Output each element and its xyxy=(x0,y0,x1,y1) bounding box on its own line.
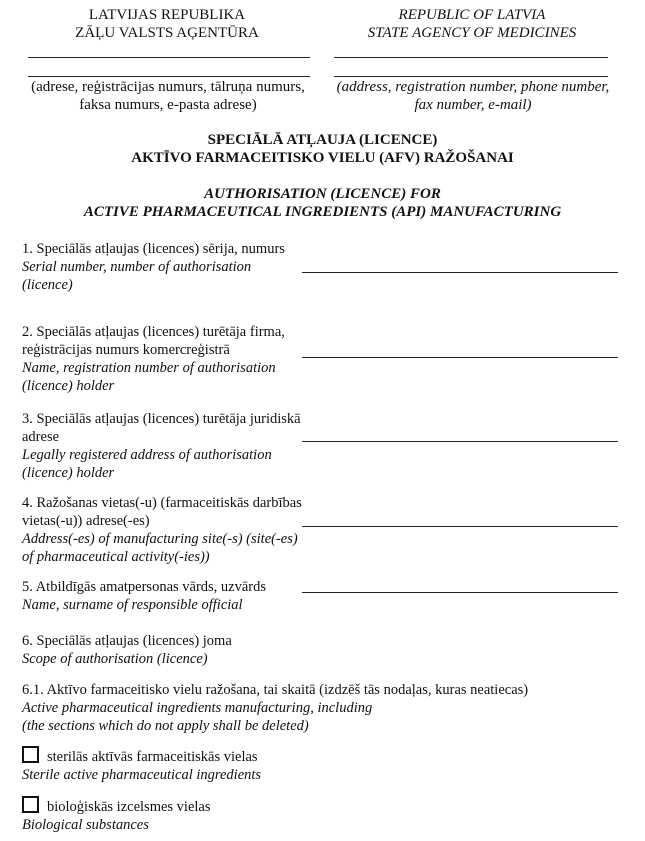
field-responsible-official xyxy=(22,578,304,614)
option-label-en: Sterile active pharmaceutical ingredients xyxy=(22,767,262,783)
field-label-en: Name, registration number of authorisation (licence) holder xyxy=(22,360,276,394)
title-lv-line2: AKTĪVO FARMACEITISKO VIELU (AFV) RAŽOŠANAI xyxy=(131,150,514,166)
option-sterile-api xyxy=(22,746,522,784)
header-right-line1: REPUBLIC OF LATVIA xyxy=(398,7,546,23)
field-label-en: Name, surname of responsible official xyxy=(22,597,243,613)
address-line-right-1 xyxy=(334,57,608,58)
field-responsible-official-input[interactable] xyxy=(302,592,618,593)
title-en-line2: ACTIVE PHARMACEUTICAL INGREDIENTS (API) MANUFACTURING xyxy=(83,204,562,220)
field-manufacturing-site xyxy=(22,494,304,566)
field-label-lv: 5. Atbildīgās amatpersonas vārds, uzvārds xyxy=(22,579,267,595)
field-legal-address xyxy=(22,410,304,482)
header-left-line1: LATVIJAS REPUBLIKA xyxy=(88,7,246,23)
field-serial-number-input[interactable] xyxy=(302,272,618,273)
address-caption-lv: (adrese, reģistrācijas numurs, tālruņa numurs, faksa numurs, e-pasta adrese) xyxy=(31,79,305,113)
issuer-header-lv xyxy=(22,6,312,42)
scope-section xyxy=(22,632,622,668)
field-label-en: Legally registered address of authorisation (licence) holder xyxy=(22,447,272,481)
field-label-lv: 4. Ražošanas vietas(-u) (farmaceitiskās darbības vietas(-u)) adrese(-es) xyxy=(22,495,302,529)
option-label-lv: bioloģiskās izcelsmes vielas xyxy=(47,799,211,815)
title-en-line1: AUTHORISATION (LICENCE) FOR xyxy=(204,186,441,202)
field-label-lv: 1. Speciālās atļaujas (licences) sērija, numurs xyxy=(22,241,285,257)
address-line-left-1 xyxy=(28,57,310,58)
title-lv xyxy=(0,131,645,167)
field-serial-number xyxy=(22,240,304,294)
field-holder-name xyxy=(22,323,304,395)
option-label-en: Biological substances xyxy=(22,817,149,833)
field-holder-name-input[interactable] xyxy=(302,357,618,358)
field-legal-address-input[interactable] xyxy=(302,441,618,442)
biological-substances-checkbox[interactable] xyxy=(22,796,39,813)
scope-label-en: Scope of authorisation (licence) xyxy=(22,651,208,667)
header-right-line2: STATE AGENCY OF MEDICINES xyxy=(367,25,577,41)
field-label-lv: 3. Speciālās atļaujas (licences) turētāja juridiskā adrese xyxy=(22,411,301,445)
section-6-1-en-line2: (the sections which do not apply shall be deleted) xyxy=(22,718,309,734)
title-en xyxy=(0,185,645,221)
section-6-1 xyxy=(22,681,632,735)
address-line-right-2 xyxy=(334,76,608,77)
address-caption-en: (address, registration number, phone number, fax number, e-mail) xyxy=(336,79,610,113)
field-manufacturing-site-input[interactable] xyxy=(302,526,618,527)
field-label-en: Serial number, number of authorisation (licence) xyxy=(22,259,252,293)
option-biological-substances xyxy=(22,796,522,834)
field-label-en: Address(-es) of manufacturing site(-s) (site(-es) of pharmaceutical activity(-ies)) xyxy=(22,531,298,565)
option-label-lv: sterilās aktīvās farmaceitiskās vielas xyxy=(47,749,258,765)
field-label-lv: 2. Speciālās atļaujas (licences) turētāja firma, reģistrācijas numurs komercreģistrā xyxy=(22,324,285,358)
sterile-api-checkbox[interactable] xyxy=(22,746,39,763)
scope-label-lv: 6. Speciālās atļaujas (licences) joma xyxy=(22,633,232,649)
section-6-1-lv: 6.1. Aktīvo farmaceitisko vielu ražošana, tai skaitā (izdzēš tās nodaļas, kuras neatiecas) xyxy=(22,682,529,698)
section-6-1-en-line1: Active pharmaceutical ingredients manufacturing, including xyxy=(22,700,373,716)
title-lv-line1: SPECIĀLĀ ATĻAUJA (LICENCE) xyxy=(207,132,438,148)
header-left-line2: ZĀĻU VALSTS AĢENTŪRA xyxy=(75,25,259,41)
issuer-header-en xyxy=(332,6,612,42)
address-line-left-2 xyxy=(28,76,310,77)
